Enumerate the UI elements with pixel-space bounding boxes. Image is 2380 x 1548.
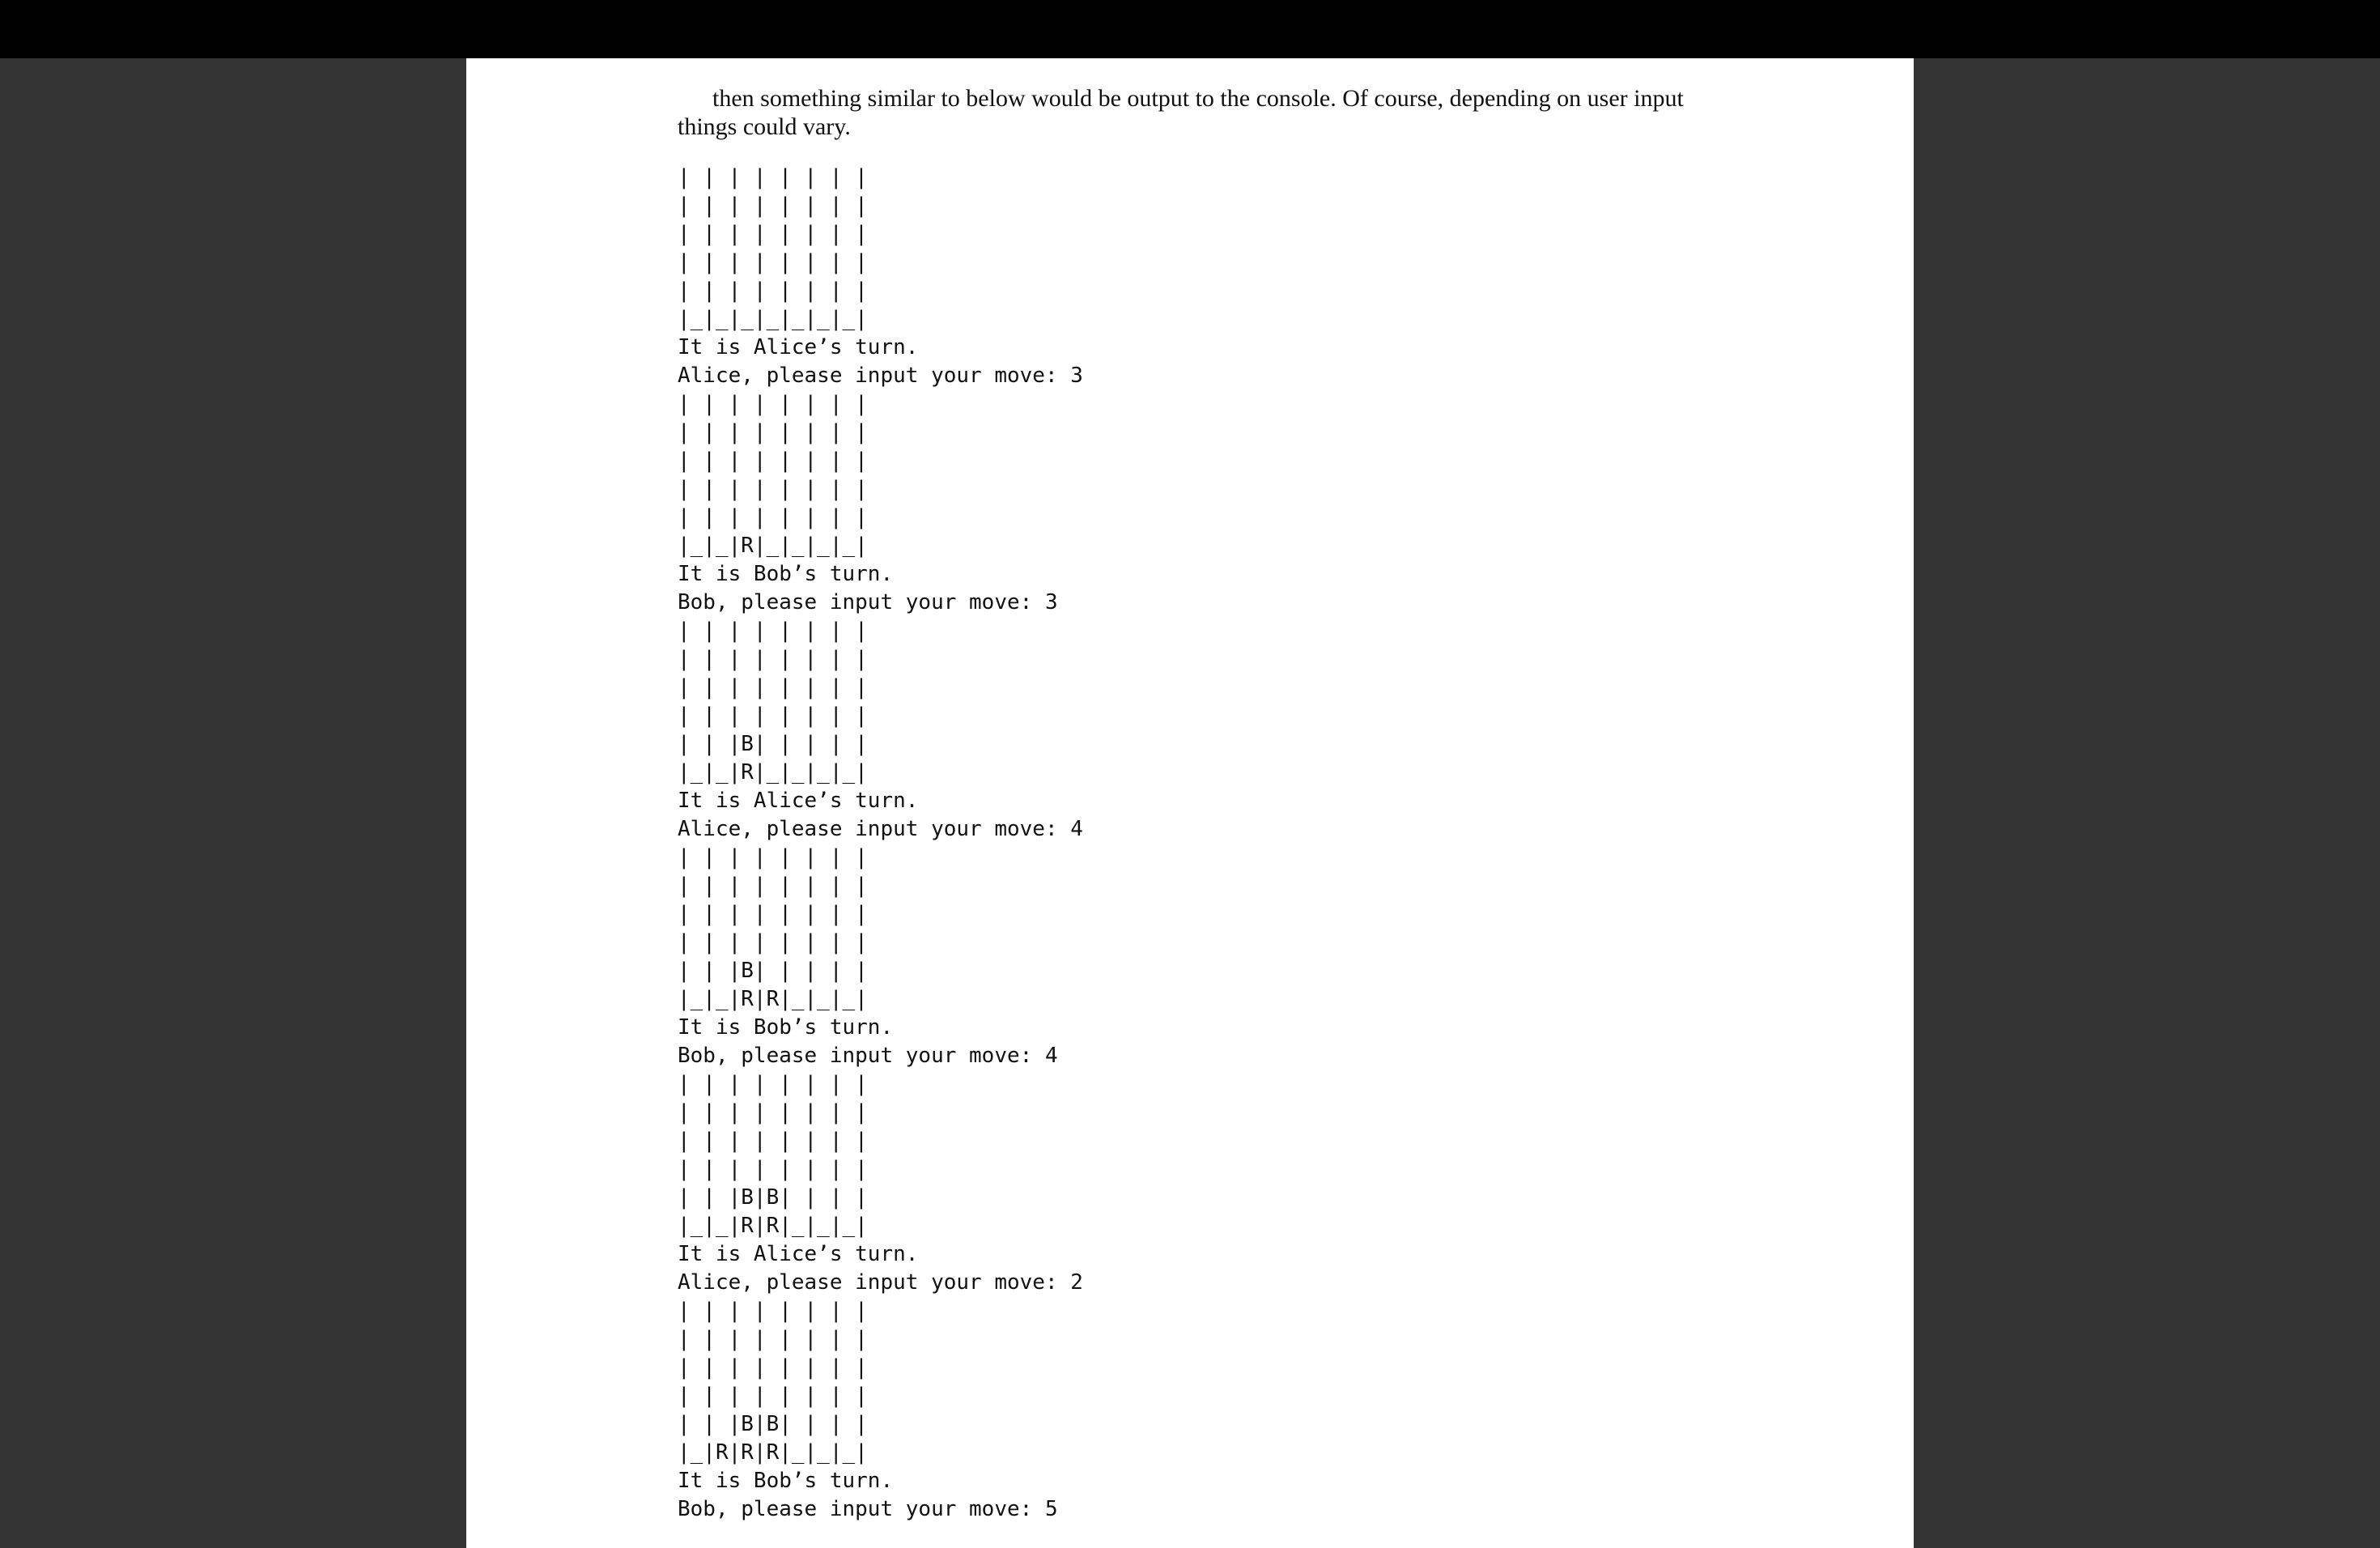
console-line: Bob, please input your move: 4 bbox=[678, 1044, 1058, 1068]
console-line: | | | | | | | | bbox=[678, 1327, 868, 1351]
console-line: It is Alice’s turn. bbox=[678, 789, 919, 813]
console-line: |_|_|R|_|_|_|_| bbox=[678, 760, 868, 785]
console-line: | | | | | | | | bbox=[678, 392, 868, 416]
console-line: | | | | | | | | bbox=[678, 194, 868, 218]
console-line: | | | | | | | | bbox=[678, 222, 868, 246]
console-line: | | | | | | | | bbox=[678, 1157, 868, 1181]
console-output bbox=[678, 164, 1083, 1524]
console-line: Alice, please input your move: 2 bbox=[678, 1270, 1083, 1295]
console-line: It is Bob’s turn. bbox=[678, 1469, 894, 1493]
window-top-bar bbox=[0, 0, 2380, 58]
console-line: |_|_|R|R|_|_|_| bbox=[678, 987, 868, 1011]
console-line: Alice, please input your move: 3 bbox=[678, 364, 1083, 388]
console-line: | | | | | | | | bbox=[678, 1384, 868, 1408]
console-line: | | | | | | | | bbox=[678, 675, 868, 700]
intro-paragraph: then something similar to below would be output to the console. Of course, depending on user input things could vary. bbox=[678, 85, 1684, 140]
console-line: | | | | | | | | bbox=[678, 845, 868, 870]
console-line: | | | | | | | | bbox=[678, 449, 868, 473]
console-line: | | | | | | | | bbox=[678, 279, 868, 303]
console-line: | | | | | | | | bbox=[678, 1100, 868, 1125]
console-line: It is Alice’s turn. bbox=[678, 335, 919, 359]
console-line: | | | | | | | | bbox=[678, 647, 868, 671]
console-line: | | | | | | | | bbox=[678, 704, 868, 728]
console-line: |_|_|_|_|_|_|_| bbox=[678, 307, 868, 331]
console-line: | | | | | | | | bbox=[678, 250, 868, 274]
console-line: | | | | | | | | bbox=[678, 930, 868, 955]
console-line: | | |B| | | | | bbox=[678, 959, 868, 983]
console-line: | | | | | | | | bbox=[678, 505, 868, 529]
console-line: It is Alice’s turn. bbox=[678, 1242, 919, 1266]
console-line: Bob, please input your move: 3 bbox=[678, 590, 1058, 615]
console-line: | | | | | | | | bbox=[678, 1355, 868, 1380]
console-line: It is Bob’s turn. bbox=[678, 1015, 894, 1040]
console-line: Bob, please input your move: 5 bbox=[678, 1497, 1058, 1521]
console-line: Alice, please input your move: 4 bbox=[678, 817, 1083, 841]
console-line: | | | | | | | | bbox=[678, 165, 868, 189]
document-page bbox=[466, 58, 1914, 1548]
console-line: | | |B| | | | | bbox=[678, 732, 868, 756]
console-line: | | | | | | | | bbox=[678, 902, 868, 926]
console-line: | | | | | | | | bbox=[678, 1129, 868, 1153]
console-line: |_|_|R|_|_|_|_| bbox=[678, 534, 868, 558]
console-line: | | | | | | | | bbox=[678, 420, 868, 444]
console-line: | | | | | | | | bbox=[678, 1072, 868, 1096]
console-line: |_|_|R|R|_|_|_| bbox=[678, 1214, 868, 1238]
console-line: | | | | | | | | bbox=[678, 619, 868, 643]
console-line: | | | | | | | | bbox=[678, 874, 868, 898]
console-line: |_|R|R|R|_|_|_| bbox=[678, 1440, 868, 1465]
console-line: | | |B|B| | | | bbox=[678, 1412, 868, 1436]
console-line: | | |B|B| | | | bbox=[678, 1185, 868, 1210]
console-line: | | | | | | | | bbox=[678, 477, 868, 501]
console-line: It is Bob’s turn. bbox=[678, 562, 894, 586]
console-line: | | | | | | | | bbox=[678, 1299, 868, 1323]
